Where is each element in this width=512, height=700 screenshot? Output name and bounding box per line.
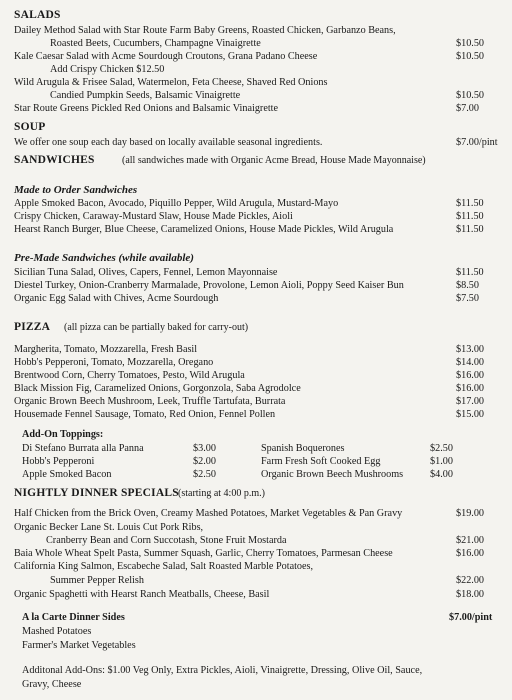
addon-row: [0, 469, 512, 481]
item-name: Apple Smoked Bacon, Avocado, Piquillo Pepper, Wild Arugula, Mustard-Mayo: [14, 198, 339, 209]
item-price: $8.50: [456, 280, 479, 291]
addon-name: Farm Fresh Soft Cooked Egg: [261, 456, 381, 467]
item-name: Wild Arugula & Frisee Salad, Watermelon, Feta Cheese, Shaved Red Onions: [14, 77, 328, 88]
item-name: Housemade Fennel Sausage, Tomato, Red Onion, Fennel Pollen: [14, 409, 276, 420]
section-sandwiches: [0, 155, 512, 167]
menu-item: [0, 522, 512, 534]
item-name: We offer one soup each day based on locally available seasonal ingredients.: [14, 137, 323, 148]
item-price: $19.00: [456, 508, 485, 519]
item-name: Organic Spaghetti with Hearst Ranch Meatballs, Cheese, Basil: [14, 589, 270, 600]
item-price: $18.00: [456, 589, 485, 600]
item-price: $16.00: [456, 370, 485, 381]
menu-item: [0, 198, 512, 210]
item-name: Mashed Potatoes: [22, 626, 92, 637]
item-price: $11.50: [456, 267, 484, 278]
menu-item: [0, 535, 512, 547]
addon-name: Hobb's Pepperoni: [22, 456, 95, 467]
menu-item: [0, 561, 512, 573]
item-name: Candied Pumpkin Seeds, Balsamic Vinaigrette: [50, 90, 241, 101]
item-price: $16.00: [456, 548, 485, 559]
menu-item: [0, 51, 512, 63]
sides-header: A la Carte Dinner Sides: [22, 612, 125, 623]
item-name: Half Chicken from the Brick Oven, Creamy Mashed Potatoes, Market Vegetables & Pan Gravy: [14, 508, 403, 519]
addons-title: Add-On Toppings:: [22, 429, 104, 440]
item-name: Dailey Method Salad with Star Route Farm Baby Greens, Roasted Chicken, Garbanzo Beans,: [14, 25, 396, 36]
addon-name: Organic Brown Beech Mushrooms: [261, 469, 404, 480]
additional-addons: [0, 665, 512, 677]
salads-header: SALADS: [14, 9, 61, 21]
additional-line-2: Gravy, Cheese: [22, 679, 82, 690]
item-name: Diestel Turkey, Onion-Cranberry Marmalade, Provolone, Lemon Aioli, Poppy Seed Kaiser Bun: [14, 280, 404, 291]
section-sides: [0, 612, 512, 624]
menu-item: [0, 357, 512, 369]
addon-name: Apple Smoked Bacon: [22, 469, 112, 480]
menu-item: [0, 640, 512, 652]
menu-item: [0, 293, 512, 305]
item-name: Sicilian Tuna Salad, Olives, Capers, Fennel, Lemon Mayonnaise: [14, 267, 278, 278]
pizza-header: PIZZA: [14, 321, 51, 333]
item-name: Farmer's Market Vegetables: [22, 640, 136, 651]
item-name: Cranberry Bean and Corn Succotash, Stone Fruit Mostarda: [46, 535, 287, 546]
subsection-pre-made: [0, 253, 512, 265]
menu-item: [0, 224, 512, 236]
addon-row: [0, 443, 512, 455]
section-salads: [0, 10, 512, 22]
addon-price: $2.50: [193, 469, 216, 480]
item-name: Brentwood Corn, Cherry Tomatoes, Pesto, Wild Arugula: [14, 370, 245, 381]
menu-item: [0, 396, 512, 408]
sandwiches-header: SANDWICHES: [14, 154, 95, 166]
menu-item: [0, 626, 512, 638]
additional-addons-cont: [0, 679, 512, 691]
menu-item: [0, 589, 512, 601]
addon-price: $2.00: [193, 456, 216, 467]
item-name: Black Mission Fig, Caramelized Onions, Gorgonzola, Saba Agrodolce: [14, 383, 301, 394]
section-soup: [0, 122, 512, 134]
item-name: Add Crispy Chicken $12.50: [50, 64, 165, 75]
item-name: Baia Whole Wheat Spelt Pasta, Summer Squash, Garlic, Cherry Tomatoes, Parmesan Cheese: [14, 548, 393, 559]
item-name: Crispy Chicken, Caraway-Mustard Slaw, House Made Pickles, Aioli: [14, 211, 293, 222]
made-to-order-title: Made to Order Sandwiches: [14, 184, 138, 196]
additional-line-1: Additonal Add-Ons: $1.00 Veg Only, Extra Pickles, Aioli, Vinaigrette, Dressing, Olive Oil, Sauce,: [22, 665, 423, 676]
item-price: $7.00: [456, 103, 479, 114]
addon-price: $4.00: [430, 469, 453, 480]
menu-item: [0, 383, 512, 395]
section-pizza: [0, 322, 512, 334]
addon-price: $3.00: [193, 443, 216, 454]
item-price: $17.00: [456, 396, 485, 407]
menu-item: [0, 90, 512, 102]
item-name: Organic Becker Lane St. Louis Cut Pork Ribs,: [14, 522, 204, 533]
item-name: Margherita, Tomato, Mozzarella, Fresh Basil: [14, 344, 198, 355]
menu-item: [0, 211, 512, 223]
soup-header: SOUP: [14, 121, 46, 133]
item-name: Hobb's Pepperoni, Tomato, Mozzarella, Oregano: [14, 357, 214, 368]
item-price: $10.50: [456, 51, 485, 62]
item-name: Roasted Beets, Cucumbers, Champagne Vinaigrette: [50, 38, 261, 49]
item-price: $11.50: [456, 224, 484, 235]
addon-name: Spanish Boquerones: [261, 443, 345, 454]
addon-name: Di Stefano Burrata alla Panna: [22, 443, 144, 454]
item-price: $14.00: [456, 357, 485, 368]
item-price: $16.00: [456, 383, 485, 394]
item-name: California King Salmon, Escabeche Salad, Salt Roasted Marble Potatoes,: [14, 561, 314, 572]
dinner-header: NIGHTLY DINNER SPECIALS: [14, 487, 179, 499]
item-price: $10.50: [456, 90, 485, 101]
item-name: Summer Pepper Relish: [50, 575, 144, 586]
item-name: Star Route Greens Pickled Red Onions and Balsamic Vinaigrette: [14, 103, 279, 114]
menu-item: [0, 267, 512, 279]
menu-item: [0, 137, 512, 149]
pre-made-title: Pre-Made Sandwiches (while available): [14, 252, 194, 264]
item-name: Kale Caesar Salad with Acme Sourdough Croutons, Grana Padano Cheese: [14, 51, 318, 62]
item-price: $21.00: [456, 535, 485, 546]
item-price: $11.50: [456, 211, 484, 222]
menu-item: [0, 64, 512, 76]
addon-price: $2.50: [430, 443, 453, 454]
item-name: Organic Brown Beech Mushroom, Leek, Truffle Tartufata, Burrata: [14, 396, 286, 407]
item-price: $13.00: [456, 344, 485, 355]
menu-item: [0, 344, 512, 356]
menu-item: [0, 38, 512, 50]
menu-item: [0, 548, 512, 560]
item-price: $15.00: [456, 409, 485, 420]
menu-item: [0, 25, 512, 37]
item-price: $11.50: [456, 198, 484, 209]
menu-item: [0, 508, 512, 520]
item-price: $7.50: [456, 293, 479, 304]
item-price: $7.00/pint: [456, 137, 498, 148]
menu-item: [0, 409, 512, 421]
addons-title-row: [0, 429, 512, 441]
menu-item: [0, 370, 512, 382]
sandwiches-note: (all sandwiches made with Organic Acme Bread, House Made Mayonnaise): [122, 155, 426, 166]
subsection-made-to-order: [0, 185, 512, 197]
pizza-note: (all pizza can be partially baked for carry-out): [64, 322, 249, 333]
item-name: Organic Egg Salad with Chives, Acme Sourdough: [14, 293, 219, 304]
item-name: Hearst Ranch Burger, Blue Cheese, Caramelized Onions, House Made Pickles, Wild Arugula: [14, 224, 394, 235]
addon-row: [0, 456, 512, 468]
menu-item: [0, 103, 512, 115]
section-dinner: [0, 488, 512, 500]
item-price: $22.00: [456, 575, 485, 586]
item-price: $10.50: [456, 38, 485, 49]
menu-item: [0, 77, 512, 89]
addon-price: $1.00: [430, 456, 453, 467]
sides-price: $7.00/pint: [449, 612, 493, 623]
menu-item: [0, 280, 512, 292]
dinner-note: (starting at 4:00 p.m.): [178, 488, 265, 499]
menu-item: [0, 575, 512, 587]
